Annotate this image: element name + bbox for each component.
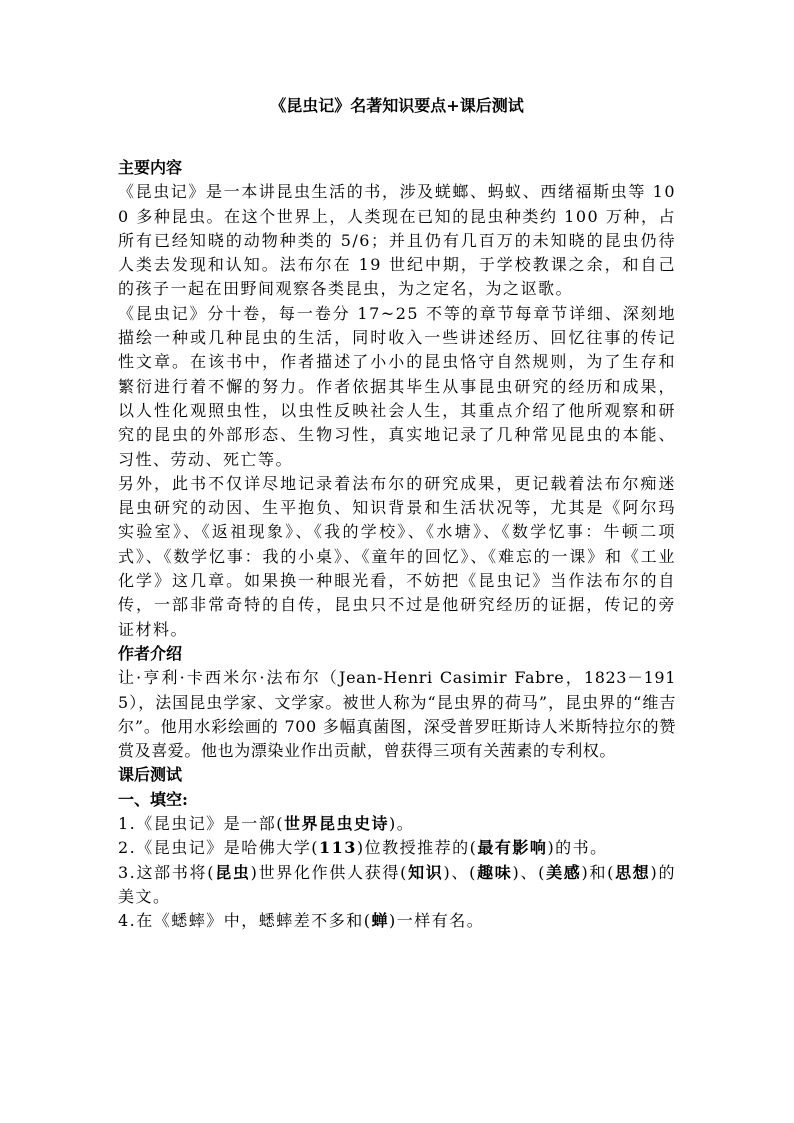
question-3-text-mid-3: )、( [512, 862, 546, 882]
question-3-text: 3.这部书将( [118, 862, 216, 882]
test-heading: 课后测试 [118, 765, 183, 785]
question-2-answer-1: 113 [319, 838, 357, 858]
question-3-answer-2: 知识 [407, 862, 444, 882]
author-heading: 作者介绍 [118, 643, 183, 663]
question-4 [118, 909, 676, 933]
main-content-section [118, 156, 676, 642]
question-2-answer-2: 最有影响 [477, 838, 548, 858]
question-2-text-end: )的书。 [547, 838, 608, 858]
question-3-text-mid-4: )和( [581, 862, 615, 882]
author-paragraph: 让·亨利·卡西米尔·法布尔（Jean-Henri Casimir Fabre，1823－1915），法国昆虫学家、文学家。被世人称为“昆虫界的荷马”，昆虫界的“维吉尔”。他用水彩绘画的 700 多幅真菌图，深受普罗旺斯诗人米斯特拉尔的赞赏及喜爱。他也为漂染业作出贡献，曾获得三项有关茜素的专利权。 [118, 668, 676, 761]
question-3-answer-1: 昆虫 [215, 862, 251, 882]
question-3-answer-5: 思想 [614, 862, 651, 882]
question-3-text-end: )的美文。 [118, 862, 676, 906]
question-3-text-mid-1: )世界化作供人获得( [250, 862, 408, 882]
question-1-answer: 世界昆虫史诗 [284, 814, 390, 834]
author-section [118, 642, 676, 763]
question-3-answer-4: 美感 [545, 862, 582, 882]
fill-in-blank-heading: 一、填空: [118, 789, 188, 809]
question-3-text-mid-2: )、( [443, 862, 477, 882]
main-content-paragraph-1: 《昆虫记》是一本讲昆虫生活的书，涉及蜣螂、蚂蚁、西绪福斯虫等 100 多种昆虫。在这个世界上，人类现在已知的昆虫种类约 100 万种，占所有已经知晓的动物种类的 5/6；并且仍有几百万的未知晓的昆虫仍待人类去发现和认知。法布尔在 19 世纪中期，于学校教课之余，和自己的孩子一起在田野间观察各类昆虫，为之定名，为之讴歌。 [118, 182, 676, 299]
question-4-text: 4.在《蟋蟀》中，蟋蟀差不多和( [118, 911, 372, 931]
document-page [118, 94, 676, 934]
question-1 [118, 812, 676, 836]
main-content-paragraph-3: 另外，此书不仅详尽地记录着法布尔的研究成果，更记载着法布尔痴迷昆虫研究的动因、生平抱负、知识背景和生活状况等，尤其是《阿尔玛实验室》、《返祖现象》、《我的学校》、《水塘》、《数学忆事：牛顿二项式》、《数学忆事：我的小桌》、《童年的回忆》、《难忘的一课》和《工业化学》这几章。如果换一种眼光看，不妨把《昆虫记》当作法布尔的自传，一部非常奇特的自传，昆虫只不过是他研究经历的证据，传记的旁证材料。 [118, 473, 676, 639]
question-2-text-mid: )位教授推荐的( [356, 838, 478, 858]
question-4-answer: 蝉 [371, 911, 390, 931]
question-3 [118, 861, 676, 910]
test-section [118, 763, 676, 933]
main-content-paragraph-2: 《昆虫记》分十卷，每一卷分 17~25 不等的章节每章节详细、深刻地描绘一种或几种昆虫的生活，同时收入一些讲述经历、回忆往事的传记性文章。在该书中，作者描述了小小的昆虫恪守自然规则，为了生存和繁衍进行着不懈的努力。作者依据其毕生从事昆虫研究的经历和成果，以人性化观照虫性，以虫性反映社会人生，其重点介绍了他所观察和研究的昆虫的外部形态、生物习性，真实地记录了几种常见昆虫的本能、习性、劳动、死亡等。 [118, 303, 676, 469]
main-content-heading: 主要内容 [118, 158, 183, 177]
question-2-text: 2.《昆虫记》是哈佛大学( [118, 838, 320, 858]
question-1-text-end: )。 [389, 814, 415, 834]
question-1-text: 1.《昆虫记》是一部( [118, 814, 285, 834]
question-2 [118, 836, 676, 860]
document-title: 《昆虫记》名著知识要点+课后测试 [270, 96, 524, 115]
question-4-text-end: )一样有名。 [389, 911, 485, 931]
question-3-answer-3: 趣味 [476, 862, 513, 882]
